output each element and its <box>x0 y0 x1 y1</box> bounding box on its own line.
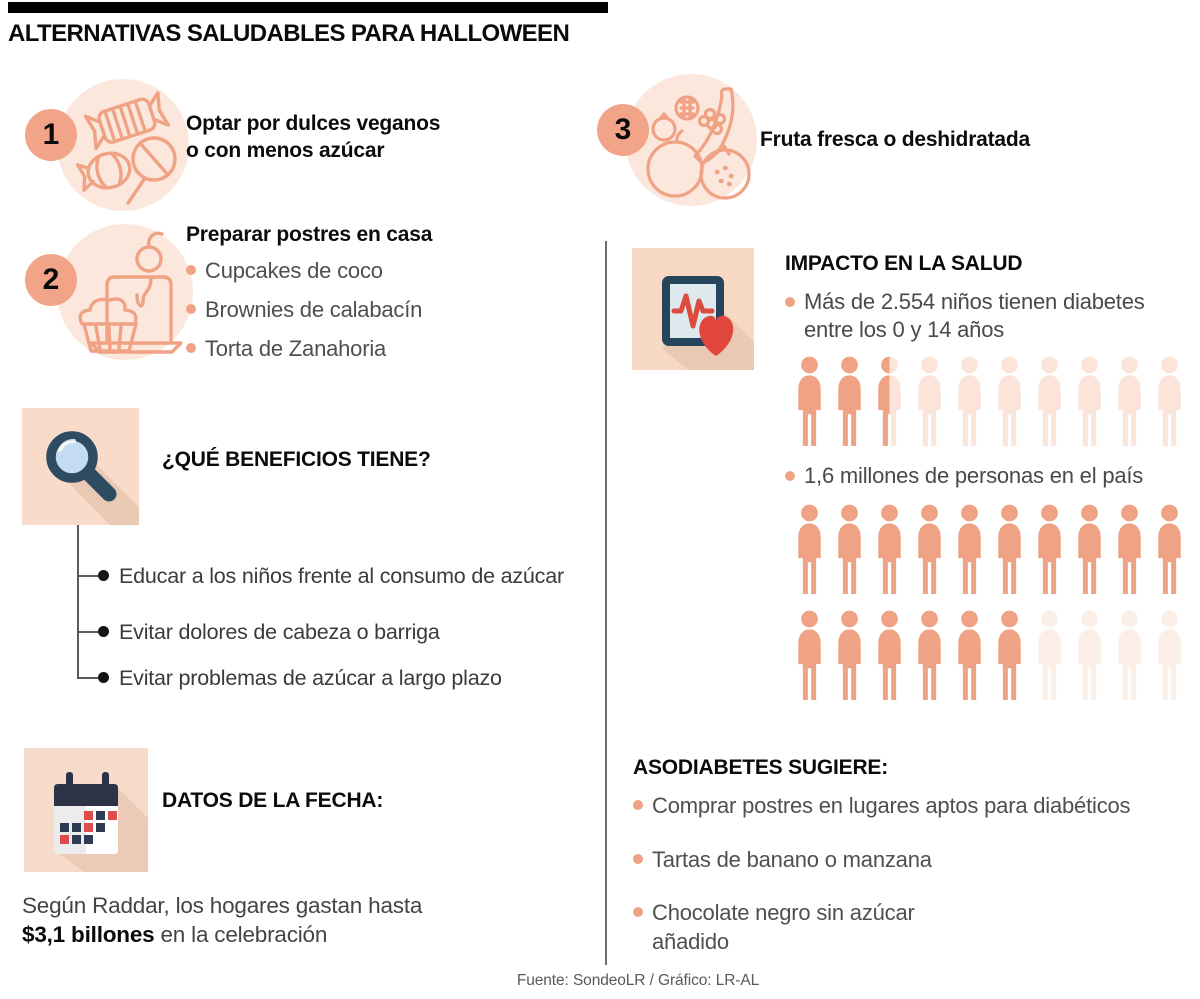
person-icon <box>794 610 825 702</box>
bullet-icon <box>186 304 196 314</box>
suggestion-item <box>633 898 988 956</box>
person-icon <box>1114 356 1145 448</box>
tip2-number <box>25 254 77 306</box>
magnifier-icon <box>22 408 139 525</box>
suggestion-label: Comprar postres en lugares aptos para diabéticos <box>652 793 1131 818</box>
person-icon <box>1154 356 1185 448</box>
pictogram-row <box>794 504 1185 596</box>
pictogram-person <box>1074 610 1105 702</box>
bullet-icon <box>785 471 795 481</box>
person-icon <box>994 504 1025 596</box>
list-item-label: Torta de Zanahoria <box>205 336 387 361</box>
tip3-number-label: 3 <box>614 113 632 146</box>
suggestions-title: ASODIABETES SUGIERE: <box>633 756 889 779</box>
calendar-icon <box>24 748 148 872</box>
bullet-icon <box>186 343 196 353</box>
person-icon <box>834 504 865 596</box>
suggestion-item <box>633 845 932 874</box>
divider-line <box>605 241 607 965</box>
health-stat2-label: 1,6 millones de personas en el país <box>804 463 1144 488</box>
connector-line <box>77 631 98 633</box>
date-facts-line2 <box>22 920 422 949</box>
pictogram-person <box>1034 610 1065 702</box>
person-icon <box>914 504 945 596</box>
health-stat1-line2: entre los 0 y 14 años <box>804 317 1005 342</box>
pictogram-person <box>1154 610 1185 702</box>
benefit-item <box>98 562 564 590</box>
tip1-circle <box>57 79 189 211</box>
date-facts-line2-rest: en la celebración <box>160 922 328 947</box>
person-icon <box>834 356 865 448</box>
date-icon-box <box>24 748 148 872</box>
person-icon <box>1034 356 1065 448</box>
tip1-number <box>25 109 77 161</box>
pictogram-person <box>874 504 905 596</box>
person-icon <box>1154 504 1185 596</box>
bullet-icon <box>633 800 643 810</box>
person-icon <box>914 610 945 702</box>
person-icon <box>1074 356 1105 448</box>
bullet-icon <box>98 626 109 637</box>
heart-monitor-icon <box>632 248 754 370</box>
person-icon <box>1074 504 1105 596</box>
person-icon <box>914 356 945 448</box>
tip2-title: Preparar postres en casa <box>186 223 433 246</box>
pictogram-person <box>794 504 825 596</box>
tip1-title-line2: o con menos azúcar <box>186 139 385 162</box>
pictogram-person <box>994 610 1025 702</box>
tip3-title: Fruta fresca o deshidratada <box>760 128 1031 151</box>
list-item <box>186 295 422 324</box>
health-title: IMPACTO EN LA SALUD <box>785 252 1023 275</box>
bullet-icon <box>633 907 643 917</box>
health-stat1 <box>785 288 1145 344</box>
date-facts-paragraph <box>22 891 422 949</box>
pictogram-person <box>914 504 945 596</box>
pictogram-person <box>914 356 945 448</box>
bullet-icon <box>98 672 109 683</box>
benefits-title: ¿QUÉ BENEFICIOS TIENE? <box>162 448 431 471</box>
tip3-number <box>597 104 649 156</box>
person-icon <box>954 610 985 702</box>
pictogram-person <box>794 356 825 448</box>
benefit-item <box>98 618 440 646</box>
pictogram-person <box>954 356 985 448</box>
pictogram-people-country <box>794 504 1185 716</box>
candy-icon <box>57 79 189 211</box>
tip1-title <box>186 110 440 164</box>
bullet-icon <box>785 297 795 307</box>
benefits-icon-box <box>22 408 139 525</box>
health-stat2 <box>785 462 1143 490</box>
health-stat1-line1: Más de 2.554 niños tienen diabetes <box>804 289 1145 314</box>
pictogram-person <box>994 356 1025 448</box>
pictogram-person <box>1154 356 1185 448</box>
header-bar <box>8 2 608 13</box>
person-icon <box>1074 610 1105 702</box>
benefit-item <box>98 664 502 692</box>
bullet-icon <box>633 854 643 864</box>
pictogram-person <box>1154 504 1185 596</box>
pictogram-row <box>794 356 1185 448</box>
footer-source: Fuente: SondeoLR / Gráfico: LR-AL <box>516 972 760 989</box>
pictogram-person <box>794 610 825 702</box>
connector-line <box>77 525 79 678</box>
benefit-label: Educar a los niños frente al consumo de azúcar <box>119 564 564 588</box>
list-item <box>186 334 422 363</box>
person-icon <box>874 610 905 702</box>
person-icon <box>994 610 1025 702</box>
health-stat1-label <box>804 288 1145 344</box>
pictogram-person <box>914 610 945 702</box>
tip1-title-line1: Optar por dulces veganos <box>186 112 441 135</box>
pictogram-person <box>954 610 985 702</box>
person-icon <box>1034 610 1065 702</box>
connector-line <box>77 677 98 679</box>
bullet-icon <box>98 570 109 581</box>
suggestion-label: Chocolate negro sin azúcar añadido <box>652 900 915 954</box>
pictogram-person <box>1034 356 1065 448</box>
person-icon <box>954 356 985 448</box>
pictogram-person <box>834 610 865 702</box>
pictogram-children-diabetes <box>794 356 1185 462</box>
tip2-list <box>186 256 422 363</box>
person-icon <box>994 356 1025 448</box>
pictogram-person <box>1114 504 1145 596</box>
list-item-label: Brownies de calabacín <box>205 297 423 322</box>
pictogram-person <box>834 356 865 448</box>
person-icon <box>954 504 985 596</box>
pictogram-person <box>874 610 905 702</box>
person-icon <box>794 504 825 596</box>
bullet-icon <box>186 265 196 275</box>
person-icon <box>794 356 825 448</box>
pictogram-person <box>874 356 905 448</box>
date-facts-line1: Según Raddar, los hogares gastan hasta <box>22 893 423 918</box>
date-facts-title: DATOS DE LA FECHA: <box>162 789 384 812</box>
pictogram-person <box>1114 610 1145 702</box>
date-facts-amount: $3,1 billones <box>22 922 155 947</box>
suggestion-label: Tartas de banano o manzana <box>652 847 932 872</box>
person-icon <box>1154 610 1185 702</box>
pictogram-person <box>1034 504 1065 596</box>
health-icon-box <box>632 248 754 370</box>
pictogram-person <box>954 504 985 596</box>
pictogram-row <box>794 610 1185 702</box>
person-icon <box>874 504 905 596</box>
person-icon <box>1114 610 1145 702</box>
tip2-circle <box>57 224 193 360</box>
list-item-label: Cupcakes de coco <box>205 258 383 283</box>
page-title: ALTERNATIVAS SALUDABLES PARA HALLOWEEN <box>8 20 570 47</box>
suggestion-item <box>633 791 1130 820</box>
benefit-label: Evitar problemas de azúcar a largo plazo <box>119 666 502 690</box>
person-icon <box>1034 504 1065 596</box>
connector-line <box>77 575 98 577</box>
tip1-number-label: 1 <box>42 118 60 151</box>
pictogram-person <box>1114 356 1145 448</box>
person-icon <box>1114 504 1145 596</box>
person-icon <box>834 610 865 702</box>
pictogram-person <box>1074 504 1105 596</box>
pictogram-person <box>994 504 1025 596</box>
pictogram-person <box>834 504 865 596</box>
tip2-number-label: 2 <box>42 263 60 296</box>
list-item <box>186 256 422 285</box>
benefit-label: Evitar dolores de cabeza o barriga <box>119 620 440 644</box>
cake-icon <box>57 224 193 360</box>
pictogram-person <box>1074 356 1105 448</box>
